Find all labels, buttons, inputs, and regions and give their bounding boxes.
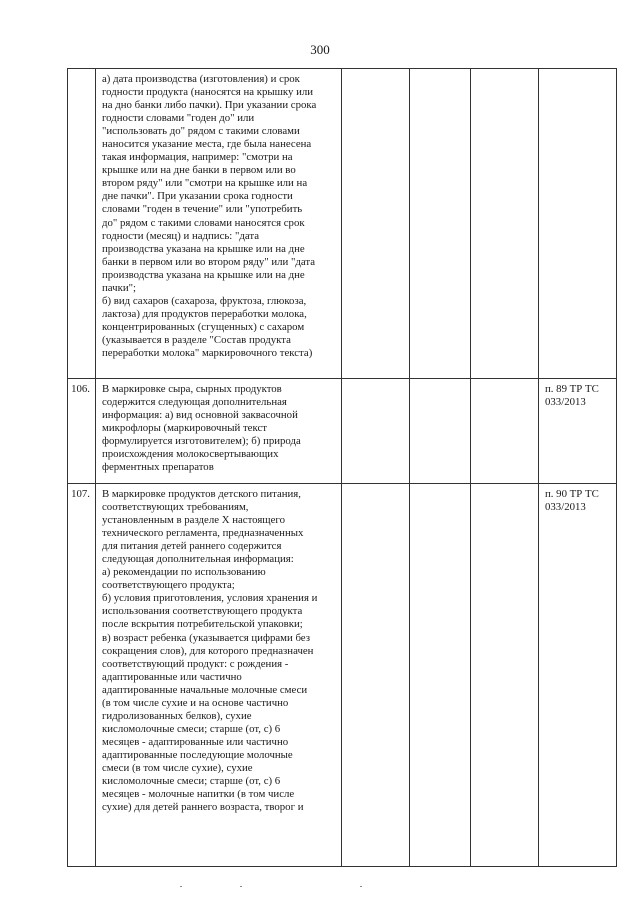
requirement-text: В маркировке продуктов детского питания, соответствующих требованиям, установленным в разделе X настоящего технического регламента, предназначенных для питания детей раннего содержится следующая дополнительная информация: а) рекомендации по использованию соответствующего продукта; б) условия приготовления, условия хранения и использования соответствующего продукта после вскрытия потребительской упаковки; в) возраст ребенка (указывается цифрами без сокращения слов), для которого предназначен соответствующий продукт: с рождения - адаптированные или частично адаптированные начальные молочные смеси (в том числе сухие и на основе частично гидролизованных белков), сухие кисломолочные смеси; старше (от, с) 6 месяцев - адаптированные или частично адаптированные последующие молочные смеси (в том числе сухие), сухие кисломолочные смеси; старше (от, с) 6 месяцев - молочные напитки (в том числе сухие) для детей раннего возраста, творог и [96, 484, 342, 867]
row-number: 106. [68, 379, 96, 484]
requirements-table [67, 68, 617, 867]
reference-text: п. 89 ТР ТС 033/2013 [539, 379, 617, 484]
row-number: 107. [68, 484, 96, 867]
scan-marks [180, 886, 460, 888]
empty-cell [342, 379, 410, 484]
table-row [68, 484, 617, 867]
requirement-text: В маркировке сыра, сырных продуктов содержится следующая дополнительная информация: а) вид основной заквасочной микрофлоры (маркировочный текст формулируется изготовителем); б) природа происхождения молокосвертывающих ферментных препаратов [96, 379, 342, 484]
empty-cell [471, 69, 539, 379]
empty-cell [410, 379, 471, 484]
row-number [68, 69, 96, 379]
empty-cell [342, 484, 410, 867]
table-row [68, 379, 617, 484]
empty-cell [342, 69, 410, 379]
empty-cell [471, 484, 539, 867]
reference-text: п. 90 ТР ТС 033/2013 [539, 484, 617, 867]
empty-cell [410, 484, 471, 867]
page-number: 300 [310, 42, 330, 57]
reference-text [539, 69, 617, 379]
requirement-text: а) дата производства (изготовления) и срок годности продукта (наносятся на крышку или на дно банки либо пачки). При указании срока годности словами "годен до" или "использовать до" рядом с такими словами наносится указание места, где была нанесена такая информация, например: "смотри на крышке или на дне банки в первом или во втором ряду" или "смотри на крышке или на дне пачки". При указании срока годности словами "годен в течение" или "употребить до" рядом с такими словами наносятся срок годности (месяц) и надпись: "дата производства указана на крышке или на дне банки в первом или во втором ряду" или "дата производства указана на крышке или на дне пачки"; б) вид сахаров (сахароза, фруктоза, глюкоза, лактоза) для продуктов переработки молока, концентрированных (сгущенных) с сахаром (указывается в разделе "Состав продукта переработки молока" маркировочного текста) [96, 69, 342, 379]
table-row [68, 69, 617, 379]
empty-cell [471, 379, 539, 484]
empty-cell [410, 69, 471, 379]
